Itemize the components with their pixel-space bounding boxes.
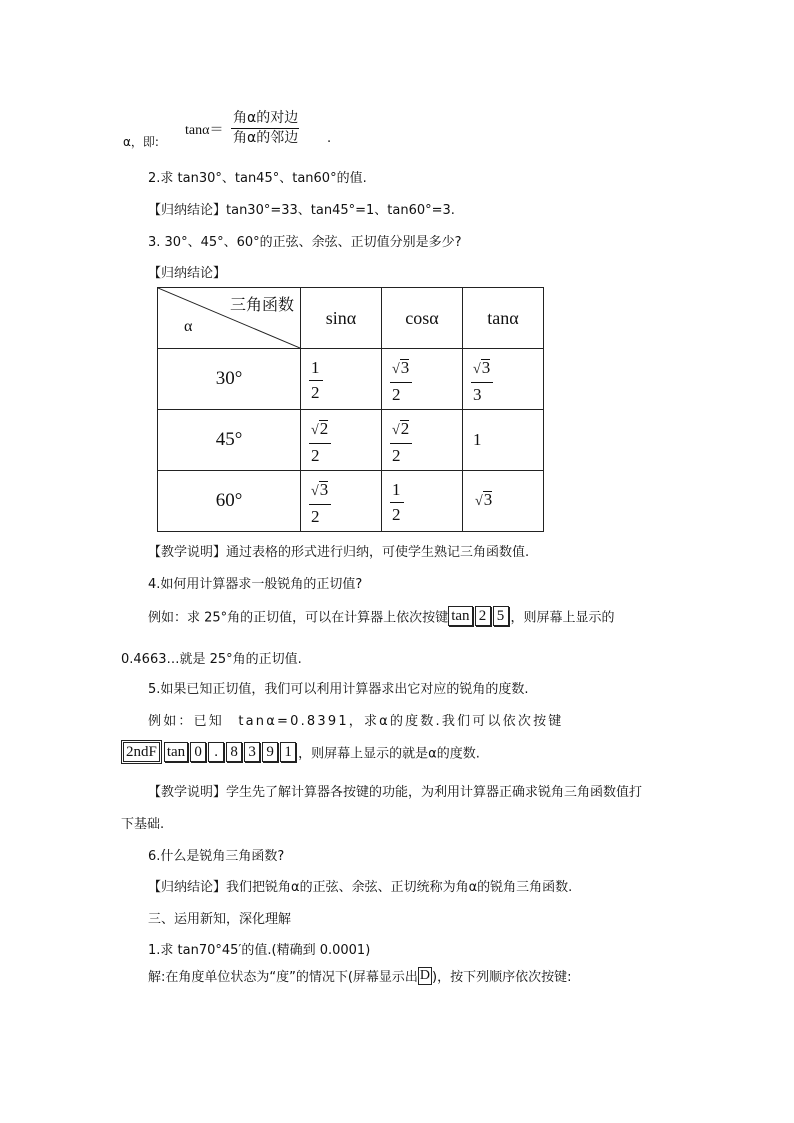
table-header-row [158, 288, 544, 349]
key-dot: . [208, 742, 224, 762]
key-0: 0 [190, 742, 206, 762]
exercise-1: 1.求 tan70°45′的值.(精确到 0.0001) [148, 943, 371, 958]
table-row [158, 410, 544, 471]
angle-cell: 30° [158, 349, 301, 410]
conclusion-definition: 【归纳结论】我们把锐角α的正弦、余弦、正切统称为角α的锐角三角函数. [148, 880, 573, 895]
teaching-note-1: 【教学说明】通过表格的形式进行归纳，可使学生熟记三角函数值. [148, 545, 530, 560]
tan-definition-prefix: α，即: [123, 135, 159, 149]
question-5: 5.如果已知正切值，我们可以利用计算器求出它对应的锐角的度数. [148, 682, 529, 697]
table-corner-cell [158, 288, 301, 349]
key-sequence-text: ，则屏幕上显示的就是α的度数. [298, 746, 480, 762]
tan-60-cell: √3 [463, 471, 544, 532]
teaching-note-2-cont: 下基础. [121, 817, 165, 832]
example-tan25-result: 0.4663…就是 25°角的正切值. [121, 652, 302, 667]
conclusion-tan-values: 【归纳结论】tan30°=33、tan45°=1、tan60°=3. [148, 203, 455, 218]
tan-numerator: 角α的对边 [231, 110, 299, 129]
example-tan25-text-2: ，则屏幕上显示的 [510, 610, 615, 626]
conclusion-label: 【归纳结论】 [148, 266, 227, 281]
key-sequence [121, 740, 480, 764]
key-9: 9 [262, 742, 278, 762]
key-3: 3 [244, 742, 260, 762]
sin-60-cell: $\frac{√3}{2}$ [301, 471, 382, 532]
key-8: 8 [226, 742, 242, 762]
angle-cell: 45° [158, 410, 301, 471]
key-D: D [419, 967, 431, 983]
tan-definition-fraction [231, 110, 299, 147]
cos-60-cell: $\frac{1}{2}$ [382, 471, 463, 532]
solution-line [148, 966, 572, 985]
solution-text-2: )，按下列顺序依次按键: [432, 970, 572, 985]
angle-cell: 60° [158, 471, 301, 532]
sin-30-cell: $\frac{1}{2}$ [301, 349, 382, 410]
example-arctan: 例如：已知 tanα=0.8391，求α的度数.我们可以依次按键 [148, 714, 564, 729]
key-2: 2 [475, 606, 491, 626]
header-cos: cosα [382, 288, 463, 349]
tan-definition-period: . [327, 131, 332, 146]
tan-30-cell: $\frac{√3}{3}$ [463, 349, 544, 410]
key-2ndF: 2ndF [121, 740, 162, 764]
sin-45-cell: $\frac{√2}{2}$ [301, 410, 382, 471]
trig-values-table [157, 287, 544, 532]
example-tan25 [148, 606, 615, 626]
corner-top-label: 三角函数 [229, 295, 294, 314]
key-tan: tan [448, 606, 472, 626]
cos-30-cell: $\frac{√3}{2}$ [382, 349, 463, 410]
question-4: 4.如何用计算器求一般锐角的正切值? [148, 577, 363, 592]
tan-definition-lhs: tanα＝ [185, 123, 224, 138]
question-2: 2.求 tan30°、tan45°、tan60°的值. [148, 171, 367, 186]
tan-45-cell: 1 [463, 410, 544, 471]
tan-denominator: 角α的邻边 [233, 130, 299, 146]
key-tan: tan [164, 742, 188, 762]
table-row [158, 471, 544, 532]
question-6: 6.什么是锐角三角函数? [148, 849, 285, 864]
header-tan: tanα [463, 288, 544, 349]
corner-bottom-label: α [184, 318, 193, 335]
question-3: 3. 30°、45°、60°的正弦、余弦、正切值分别是多少? [148, 235, 462, 250]
example-tan25-text: 例如：求 25°角的正切值，可以在计算器上依次按键 [148, 610, 449, 626]
key-5: 5 [493, 606, 509, 626]
section-heading: 三、运用新知，深化理解 [148, 912, 292, 927]
key-1: 1 [280, 742, 296, 762]
teaching-note-2: 【教学说明】学生先了解计算器各按键的功能，为利用计算器正确求锐角三角函数值打 [148, 785, 643, 800]
table-row [158, 349, 544, 410]
solution-text: 解:在角度单位状态为“度”的情况下(屏幕显示出 [148, 970, 418, 985]
header-sin: sinα [301, 288, 382, 349]
cos-45-cell: $\frac{√2}{2}$ [382, 410, 463, 471]
